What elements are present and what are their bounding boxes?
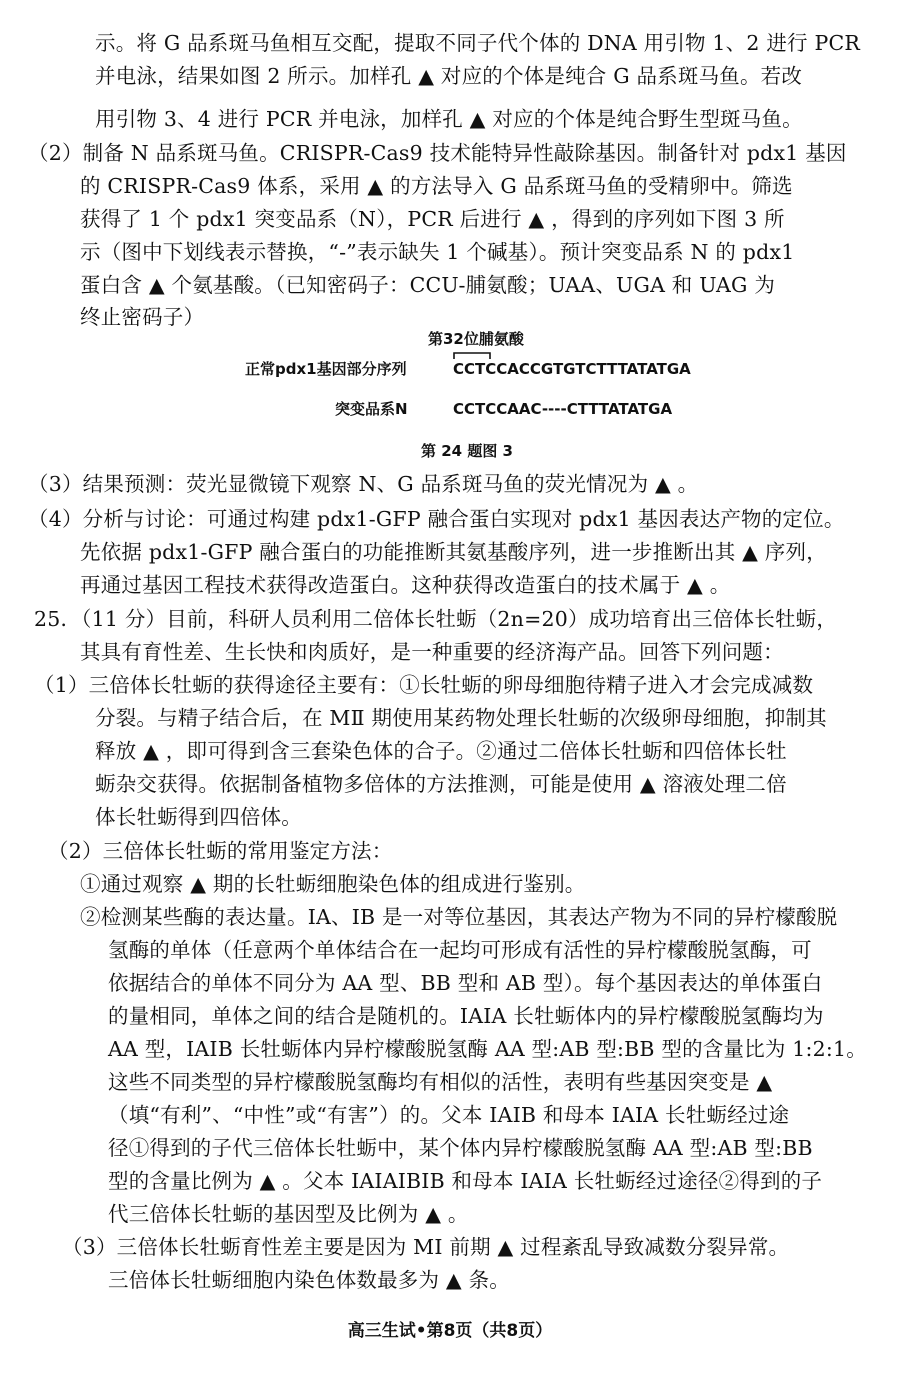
text-line: 其具有育性差、生长快和肉质好，是一种重要的经济海产品。回答下列问题： bbox=[80, 640, 784, 664]
text-line: ②检测某些酶的表达量。IA、IB 是一对等位基因，其表达产物为不同的异柠檬酸脱 bbox=[80, 905, 838, 929]
text-line: 终止密码子） bbox=[80, 305, 205, 329]
text-line: （2）制备 N 品系斑马鱼。CRISPR-Cas9 技术能特异性敲除基因。制备针对 pdx1 基因 bbox=[28, 141, 847, 165]
text-line: 体长牡蛎得到四倍体。 bbox=[95, 805, 302, 829]
text-line: （3）三倍体长牡蛎育性差主要是因为 MⅠ 前期 ▲ 过程紊乱导致减数分裂异常。 bbox=[62, 1235, 790, 1259]
text-line: （3）结果预测：荧光显微镜下观察 N、G 品系斑马鱼的荧光情况为 ▲ 。 bbox=[28, 472, 699, 496]
text-line: ①通过观察 ▲ 期的长牡蛎细胞染色体的组成进行鉴别。 bbox=[80, 872, 586, 896]
text-line: （填“有利”、“中性”或“有害”）的。父本 IAIB 和母本 IAIA 长牡蛎经过途 bbox=[108, 1103, 790, 1127]
text-line: 分裂。与精子结合后，在 MⅡ 期使用某药物处理长牡蛎的次级卵母细胞，抑制其 bbox=[95, 706, 827, 730]
figure-caption: 第 24 题图 3 bbox=[421, 442, 513, 460]
text-line: 并电泳，结果如图 2 所示。加样孔 ▲ 对应的个体是纯合 G 品系斑马鱼。若改 bbox=[95, 64, 803, 88]
text-line: 代三倍体长牡蛎的基因型及比例为 ▲ 。 bbox=[108, 1202, 469, 1226]
mutant-sequence-label: 突变品系N bbox=[335, 400, 408, 418]
text-line: 获得了 1 个 pdx1 突变品系（N），PCR 后进行 ▲ ，得到的序列如下图 3 所 bbox=[80, 207, 785, 231]
text-line: 这些不同类型的异柠檬酸脱氢酶均有相似的活性，表明有些基因突变是 ▲ bbox=[108, 1070, 773, 1094]
text-line: 蛋白含 ▲ 个氨基酸。（已知密码子：CCU-脯氨酸；UAA、UGA 和 UAG 为 bbox=[80, 273, 776, 297]
text-line: 先依据 pdx1-GFP 融合蛋白的功能推断其氨基酸序列，进一步推断出其 ▲ 序列， bbox=[80, 540, 827, 564]
text-line: 型的含量比例为 ▲ 。父本 IAIAIBIB 和母本 IAIA 长牡蛎经过途径②得到的子 bbox=[108, 1169, 823, 1193]
text-line: 三倍体长牡蛎细胞内染色体数最多为 ▲ 条。 bbox=[108, 1268, 510, 1292]
text-line: （2）三倍体长牡蛎的常用鉴定方法： bbox=[48, 839, 393, 863]
text-line: AA 型，IAIB 长牡蛎体内异柠檬酸脱氢酶 AA 型:AB 型:BB 型的含量比为 1:2:1。 bbox=[108, 1037, 867, 1061]
text-line: 再通过基因工程技术获得改造蛋白。这种获得改造蛋白的技术属于 ▲ 。 bbox=[80, 573, 731, 597]
text-line: 依据结合的单体不同分为 AA 型、BB 型和 AB 型）。每个基因表达的单体蛋白 bbox=[108, 971, 823, 995]
question-25-header: 25．（11 分）目前，科研人员利用二倍体长牡蛎（2n=20）成功培育出三倍体长牡蛎， bbox=[34, 607, 838, 631]
text-line: 示。将 G 品系斑马鱼相互交配，提取不同子代个体的 DNA 用引物 1、2 进行 PCR bbox=[95, 31, 860, 55]
text-line: 氢酶的单体（任意两个单体结合在一起均可形成有活性的异柠檬酸脱氢酶，可 bbox=[108, 938, 812, 962]
text-line: 的量相同，单体之间的结合是随机的。IAIA 长牡蛎体内的异柠檬酸脱氢酶均为 bbox=[108, 1004, 824, 1028]
normal-sequence: CCTCCACCGTGTCTTTATATGA bbox=[453, 360, 691, 378]
text-line: （1）三倍体长牡蛎的获得途径主要有：①长牡蛎的卵母细胞待精子进入才会完成减数 bbox=[34, 673, 814, 697]
text-line: （4）分析与讨论：可通过构建 pdx1-GFP 融合蛋白实现对 pdx1 基因表达产物的定位。 bbox=[28, 507, 845, 531]
text-line: 径①得到的子代三倍体长牡蛎中，某个体内异柠檬酸脱氢酶 AA 型:AB 型:BB bbox=[108, 1136, 813, 1160]
page-footer: 高三生试•第8页（共8页） bbox=[347, 1321, 553, 1341]
mutant-sequence: CCTCCAAC----CTTTATATGA bbox=[453, 400, 673, 418]
text-line: 的 CRISPR-Cas9 体系，采用 ▲ 的方法导入 G 品系斑马鱼的受精卵中。筛选 bbox=[80, 174, 793, 198]
text-line: 示（图中下划线表示替换，“-”表示缺失 1 个碱基）。预计突变品系 N 的 pdx1 bbox=[80, 240, 795, 264]
text-line: 释放 ▲ ，即可得到含三套染色体的合子。②通过二倍体长牡蛎和四倍体长牡 bbox=[95, 739, 787, 763]
figure-annotation: 第32位脯氨酸 bbox=[428, 330, 524, 348]
text-line: 蛎杂交获得。依据制备植物多倍体的方法推测，可能是使用 ▲ 溶液处理二倍 bbox=[95, 772, 787, 796]
normal-sequence-label: 正常pdx1基因部分序列 bbox=[245, 360, 407, 378]
text-line: 用引物 3、4 进行 PCR 并电泳，加样孔 ▲ 对应的个体是纯合野生型斑马鱼。 bbox=[95, 107, 803, 131]
